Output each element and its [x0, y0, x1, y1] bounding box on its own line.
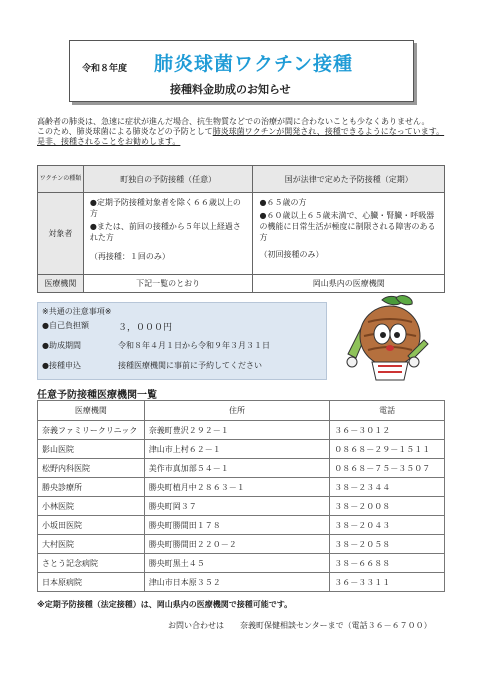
comparison-table [37, 165, 445, 293]
routine-note: （初回接種のみ） [259, 250, 324, 259]
notice-title: ※共通の注意事項※ [42, 307, 112, 316]
page-title: 肺炎球菌ワクチン接種 [154, 53, 354, 75]
fee-value: ３，０００円 [118, 323, 173, 333]
clinic-name: 勝央診療所 [38, 478, 145, 497]
table-row [38, 516, 445, 535]
clinic-address: 美作市真加部５４－１ [144, 459, 330, 478]
header-vaccine-type: ワクチンの種類 [38, 166, 84, 193]
table-row [38, 421, 445, 440]
fiscal-year: 令和８年度 [82, 64, 128, 74]
intro-line-2 [37, 127, 447, 147]
voluntary-item: ●または、前回の接種から５年以上経過された方 [89, 222, 241, 242]
intro-text [37, 117, 447, 147]
routine-target [253, 193, 445, 275]
voluntary-clinic: 下記一覧のとおり [83, 275, 253, 293]
intro-line-2b: 肺炎球菌ワクチンが開発され、接種できるようになっています。是非、接種されることをお勧めします。 [37, 127, 445, 146]
clinic-address: 津山市上村６２－１ [144, 440, 330, 459]
clinic-phone: ３８－２３４４ [330, 478, 445, 497]
clinic-address: 勝央町岡３７ [144, 497, 330, 516]
clinic-name: さとう記念病院 [38, 554, 145, 573]
clinic-phone: ３６－３３１１ [330, 573, 445, 592]
clinic-label: 医療機関 [38, 275, 84, 293]
clinic-phone: ３８－２０５８ [330, 535, 445, 554]
fee-label: ●自己負担額 [42, 321, 89, 330]
clinic-address: 奈義町豊沢２９２－１ [144, 421, 330, 440]
clinic-list-table [37, 400, 445, 592]
clinic-address: 勝央町植月中２８６３－１ [144, 478, 330, 497]
clinic-name: 日本原病院 [38, 573, 145, 592]
table-row [38, 459, 445, 478]
table-row [38, 440, 445, 459]
clinic-name: 小坂田医院 [38, 516, 145, 535]
header-routine: 国が法律で定めた予防接種（定期） [253, 166, 445, 193]
column-header: 電話 [330, 401, 445, 421]
table-row [38, 497, 445, 516]
column-header: 住所 [144, 401, 330, 421]
mascot-illustration [342, 292, 430, 386]
voluntary-note: （再接種：１回のみ） [89, 252, 170, 261]
clinic-address: 勝央町黒土４５ [144, 554, 330, 573]
voluntary-item: ●定期予防接種対象者を除く６６歳以上の方 [89, 198, 241, 218]
clinic-phone: ３６－３０１２ [330, 421, 445, 440]
header-voluntary: 町独自の予防接種（任意） [83, 166, 253, 193]
period-label: ●助成期間 [42, 341, 81, 350]
clinic-name: 影山医院 [38, 440, 145, 459]
clinic-phone: ３８－６６８８ [330, 554, 445, 573]
target-label: 対象者 [38, 193, 84, 275]
clinic-address: 津山市日本原３５２ [144, 573, 330, 592]
column-header: 医療機関 [38, 401, 145, 421]
apply-value: 接種医療機関に事前に予約してください [118, 361, 262, 370]
clinic-phone: ３８－２００８ [330, 497, 445, 516]
routine-vaccination-note: ※定期予防接種（法定接種）は、岡山県内の医療機関で接種可能です。 [37, 600, 293, 609]
intro-line-1: 高齢者の肺炎は、急速に症状が進んだ場合、抗生物質などでの治療が間に合わないことも少なくありません。 [37, 117, 430, 126]
routine-item: ●６５歳の方 [259, 198, 307, 207]
period-value: 令和８年４月１日から令和９年３月３１日 [118, 341, 270, 350]
table-row [38, 535, 445, 554]
page-subtitle: 接種料金助成のお知らせ [170, 83, 291, 96]
clinic-name: 松野内科医院 [38, 459, 145, 478]
intro-line-2a: このため、肺炎球菌による肺炎などの予防として [37, 127, 213, 136]
routine-clinic: 岡山県内の医療機関 [253, 275, 445, 293]
table-row [38, 573, 445, 592]
clinic-name: 小林医院 [38, 497, 145, 516]
clinic-name: 奈義ファミリークリニック [38, 421, 145, 440]
clinic-phone: ０８６８－２９－１５１１ [330, 440, 445, 459]
contact-info: お問い合わせは 奈義町保健相談センターまで（電話３６－６７００） [168, 621, 432, 630]
apply-label: ●接種申込 [42, 361, 81, 370]
common-notice-box [37, 302, 327, 380]
clinic-phone: ３８－２０４３ [330, 516, 445, 535]
clinic-list-title: 任意予防接種医療機関一覧 [37, 390, 157, 401]
voluntary-target [83, 193, 253, 275]
title-banner [69, 40, 414, 102]
clinic-address: 勝央町勝間田２２０－２ [144, 535, 330, 554]
clinic-name: 大村医院 [38, 535, 145, 554]
table-row [38, 554, 445, 573]
table-row [38, 478, 445, 497]
clinic-phone: ０８６８－７５－３５０７ [330, 459, 445, 478]
clinic-address: 勝央町勝間田１７８ [144, 516, 330, 535]
routine-item: ●６０歳以上６５歳未満で、心臓・腎臓・呼吸器の機能に日常生活が極度に制限される障害のある方 [259, 211, 436, 242]
